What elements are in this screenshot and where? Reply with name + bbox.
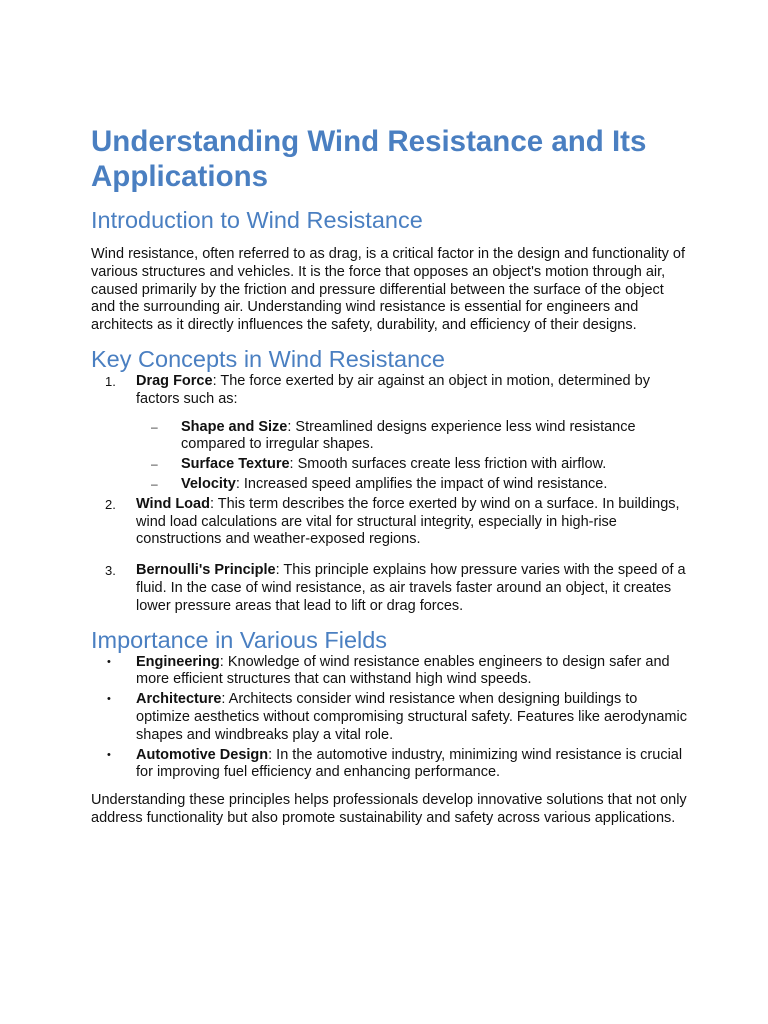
field-term: Architecture — [136, 691, 222, 708]
factor-text: : Increased speed amplifies the impact of wind resistance. — [235, 475, 608, 492]
conclusion-paragraph: Understanding these principles helps professionals develop innovative solutions that not only address functionality but also promote sustainability and safety across various applications. — [91, 792, 687, 826]
document-title: Understanding Wind Resistance and Its Applications — [91, 125, 647, 193]
factor-item-shape-size — [136, 419, 691, 455]
concept-term: Wind Load — [136, 495, 210, 512]
list-bullet: • — [107, 655, 111, 668]
list-dash: – — [151, 457, 158, 472]
intro-paragraph: Wind resistance, often referred to as drag, is a critical factor in the design and functionality of various structures and vehicles. It is the force that opposes an object's motion through air, caused primarily by the friction and pressure differential between the surface of the object and the surrounding air. Understanding wind resistance is essential for engineers and architects as it directly influences the safety, durability, and efficiency of their designs. — [91, 246, 685, 334]
concept-item-wind-load — [91, 496, 691, 549]
drag-factors-list — [136, 419, 691, 494]
factor-text: : Streamlined designs experience less wind resistance compared to irregular shapes. — [181, 418, 636, 453]
field-item-architecture — [91, 691, 691, 744]
field-term: Engineering — [136, 653, 220, 670]
field-term: Automotive Design — [136, 746, 269, 763]
importance-list — [91, 654, 691, 783]
concept-term: Bernoulli's Principle — [136, 562, 276, 579]
key-concepts-heading: Key Concepts in Wind Resistance — [91, 345, 445, 372]
concept-term: Drag Force — [136, 372, 213, 389]
concept-item-drag-force — [91, 373, 691, 494]
field-text: : In the automotive industry, minimizing wind resistance is crucial for improving fuel efficiency and enhancing performance. — [136, 746, 683, 781]
factor-term: Surface Texture — [181, 456, 290, 473]
list-number: 1. — [105, 373, 116, 389]
list-dash: – — [151, 476, 158, 491]
document-body — [91, 124, 691, 828]
list-dash: – — [151, 419, 158, 434]
list-bullet: • — [107, 748, 111, 761]
factor-item-surface-texture — [136, 456, 691, 474]
factor-term: Velocity — [181, 475, 236, 492]
field-text: : Architects consider wind resistance when designing buildings to optimize aesthetics without compromising structural safety. Features like aerodynamic shapes and windbreaks play a vital role. — [136, 691, 687, 743]
list-bullet: • — [107, 693, 111, 706]
field-item-automotive-design — [91, 747, 691, 783]
concept-text: : The force exerted by air against an object in motion, determined by factors such as: — [136, 372, 650, 407]
key-concepts-list — [91, 373, 691, 616]
field-text: : Knowledge of wind resistance enables engineers to design safer and more efficient structures that can withstand high wind speeds. — [136, 653, 670, 688]
field-item-engineering — [91, 654, 691, 690]
concept-item-bernoulli — [91, 562, 691, 615]
intro-heading: Introduction to Wind Resistance — [91, 207, 423, 233]
factor-text: : Smooth surfaces create less friction with airflow. — [289, 456, 607, 473]
factor-item-velocity — [136, 476, 691, 494]
concept-text: : This principle explains how pressure varies with the speed of a fluid. In the case of wind resistance, as air travels faster around an object, it creates lower pressure areas that lead to lift or drag forces. — [136, 562, 686, 614]
factor-term: Shape and Size — [181, 418, 288, 435]
list-number: 2. — [105, 496, 116, 512]
list-number: 3. — [105, 563, 116, 579]
importance-heading: Importance in Various Fields — [91, 626, 388, 653]
concept-text: : This term describes the force exerted by wind on a surface. In buildings, wind load calculations are vital for structural integrity, especially in high-rise constructions and weather-exposed regions. — [136, 495, 680, 548]
